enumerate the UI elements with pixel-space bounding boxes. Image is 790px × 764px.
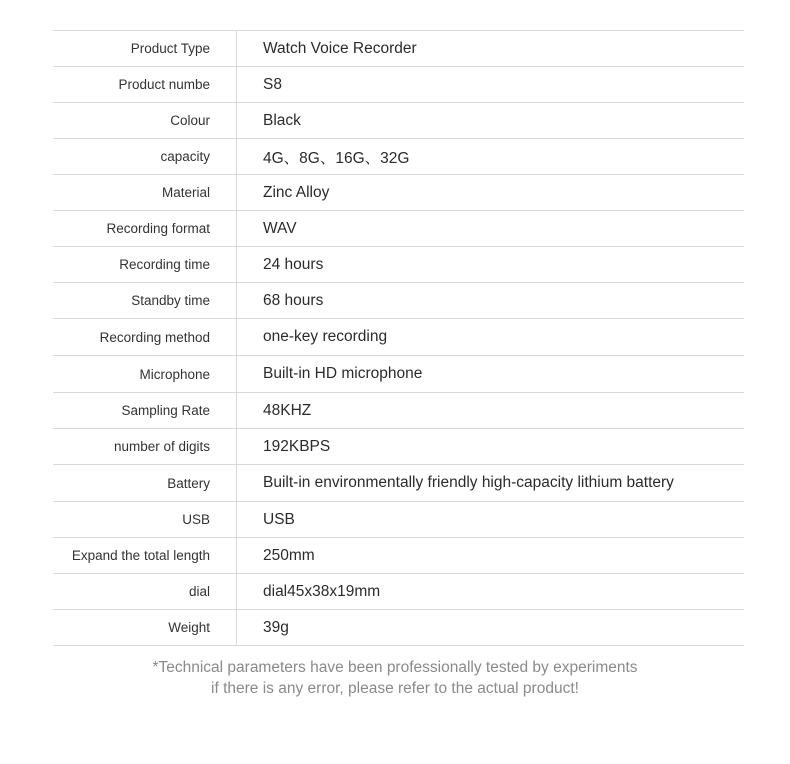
spec-label: Expand the total length <box>71 548 210 563</box>
spec-label: Product numbe <box>118 77 210 92</box>
spec-value: Built-in HD microphone <box>263 365 423 382</box>
spec-value: Watch Voice Recorder <box>263 39 417 57</box>
spec-row-total-length <box>53 538 744 574</box>
spec-row-battery <box>53 465 744 502</box>
spec-value: Built-in environmentally friendly high-capacity lithium battery <box>263 474 674 491</box>
spec-row-colour <box>53 103 744 139</box>
spec-table <box>53 30 744 646</box>
spec-row-recording-format <box>53 211 744 247</box>
spec-value: 192KBPS <box>263 437 331 455</box>
spec-label: capacity <box>160 149 210 164</box>
spec-label: Recording format <box>106 221 210 236</box>
spec-value: Zinc Alloy <box>263 183 330 201</box>
spec-row-usb <box>53 502 744 538</box>
spec-label: dial <box>188 584 210 599</box>
disclaimer-footnote <box>0 657 790 699</box>
spec-value: S8 <box>263 75 282 93</box>
spec-row-sampling-rate <box>53 393 744 429</box>
spec-value: 250mm <box>263 546 315 564</box>
spec-label: Standby time <box>131 293 210 308</box>
footnote-line-1: *Technical parameters have been professionally tested by experiments <box>152 659 638 676</box>
spec-value: WAV <box>263 219 297 237</box>
spec-label: Material <box>161 185 210 200</box>
spec-label: Weight <box>168 620 210 635</box>
spec-value: 68 hours <box>263 291 324 309</box>
spec-value: Black <box>263 111 301 129</box>
spec-value: USB <box>263 510 295 528</box>
spec-label: Colour <box>170 113 210 128</box>
spec-row-material <box>53 175 744 211</box>
spec-value: 39g <box>263 618 289 636</box>
spec-value: dial45x38x19mm <box>263 582 381 600</box>
spec-label: Battery <box>167 475 210 491</box>
spec-row-recording-time <box>53 247 744 283</box>
spec-row-weight <box>53 610 744 646</box>
spec-value: one-key recording <box>263 328 388 345</box>
spec-value: 4G、8G、16G、32G <box>263 149 410 167</box>
spec-row-microphone <box>53 356 744 393</box>
footnote-line-2: if there is any error, please refer to the actual product! <box>211 680 579 697</box>
spec-label: Product Type <box>130 41 210 56</box>
spec-row-product-type <box>53 31 744 67</box>
spec-row-standby-time <box>53 283 744 319</box>
spec-value: 48KHZ <box>263 401 312 419</box>
spec-row-capacity <box>53 139 744 175</box>
spec-row-number-of-digits <box>53 429 744 465</box>
spec-label: Sampling Rate <box>121 403 210 418</box>
spec-row-product-number <box>53 67 744 103</box>
spec-label: Microphone <box>139 366 210 382</box>
spec-label: Recording method <box>99 329 210 345</box>
spec-row-recording-method <box>53 319 744 356</box>
spec-label: Recording time <box>119 257 210 272</box>
spec-value: 24 hours <box>263 255 324 273</box>
spec-label: USB <box>182 512 210 527</box>
spec-label: number of digits <box>113 439 210 454</box>
spec-row-dial <box>53 574 744 610</box>
